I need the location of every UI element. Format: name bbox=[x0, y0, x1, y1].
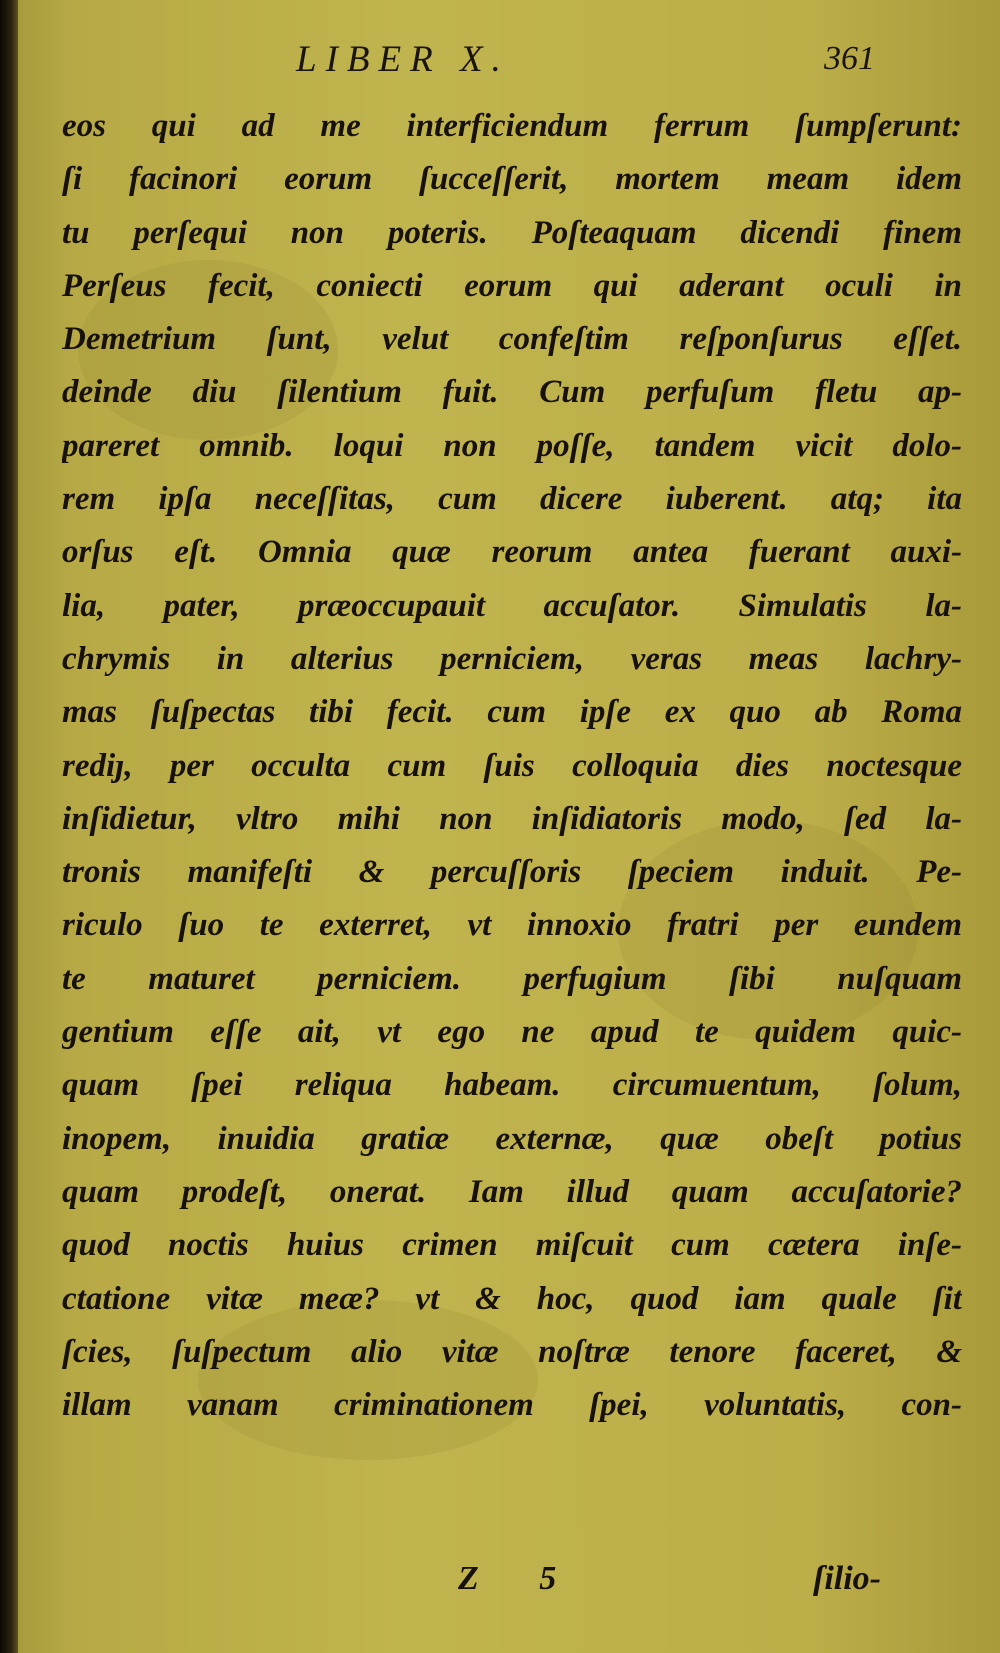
text-line: inopem, inuidia gratiæ externæ, quæ obeſt potius bbox=[62, 1120, 962, 1157]
text-line: mas ſuſpectas tibi fecit. cum ipſe ex quo ab Roma bbox=[62, 694, 962, 731]
running-head: LIBER X. bbox=[296, 39, 510, 80]
page-footer bbox=[18, 1560, 1000, 1620]
text-line: chrymis in alterius perniciem, veras meas lachry- bbox=[62, 640, 962, 677]
text-line: quod noctis huius crimen miſcuit cum cætera inſe- bbox=[62, 1227, 962, 1264]
text-line: inſidietur, vltro mihi non inſidiatoris modo, ſed la- bbox=[62, 800, 962, 837]
text-line: tronis manifeſti & percuſſoris ſpeciem induit. Pe- bbox=[62, 854, 962, 891]
text-line: eos qui ad me interficiendum ferrum ſumpſerunt: bbox=[62, 108, 962, 144]
text-line: quam ſpei reliqua habeam. circumuentum, ſolum, bbox=[62, 1067, 962, 1104]
book-gutter bbox=[0, 0, 18, 1653]
signature-mark: Z 5 bbox=[458, 1560, 583, 1597]
text-line: rem ipſa neceſſitas, cum dicere iuberent. atq; ita bbox=[62, 481, 962, 518]
text-line: Demetrium ſunt, velut confeſtim reſponſurus eſſet. bbox=[62, 321, 962, 358]
text-line: quam prodeſt, onerat. Iam illud quam accuſatorie? bbox=[62, 1173, 962, 1210]
text-line: gentium eſſe ait, vt ego ne apud te quidem quic- bbox=[62, 1014, 962, 1051]
text-line: riculo ſuo te exterret, vt innoxio fratri per eundem bbox=[62, 907, 962, 944]
body-text bbox=[62, 100, 962, 1432]
text-line: ſcies, ſuſpectum alio vitæ noſtræ tenore faceret, & bbox=[62, 1333, 962, 1370]
text-line: orſus eſt. Omnia quæ reorum antea fuerant auxi- bbox=[62, 534, 962, 571]
text-line: ctatione vitæ meæ? vt & hoc, quod iam quale ſit bbox=[62, 1280, 962, 1317]
page-header bbox=[18, 38, 1000, 90]
text-line: lia, pater, præoccupauit accuſator. Simulatis la- bbox=[62, 587, 962, 624]
page-number: 361 bbox=[824, 40, 875, 77]
text-line: deinde diu ſilentium fuit. Cum perfuſum fletu ap- bbox=[62, 374, 962, 411]
text-line: Perſeus fecit, coniecti eorum qui aderant oculi in bbox=[62, 267, 962, 304]
text-line: tu perſequi non poteris. Poſteaquam dicendi finem bbox=[62, 214, 962, 251]
book-page bbox=[18, 0, 1000, 1653]
text-line: ſi facinori eorum ſucceſſerit, mortem meam idem bbox=[62, 161, 962, 198]
text-line: te maturet perniciem. perfugium ſibi nuſquam bbox=[62, 960, 962, 997]
text-line: pareret omnib. loqui non poſſe, tandem vicit dolo- bbox=[62, 427, 962, 464]
catchword: ſilio- bbox=[813, 1560, 881, 1597]
text-line: rediȷ, per occulta cum ſuis colloquia dies noctesque bbox=[62, 747, 962, 784]
text-line: illam vanam criminationem ſpei, voluntatis, con- bbox=[62, 1387, 962, 1424]
